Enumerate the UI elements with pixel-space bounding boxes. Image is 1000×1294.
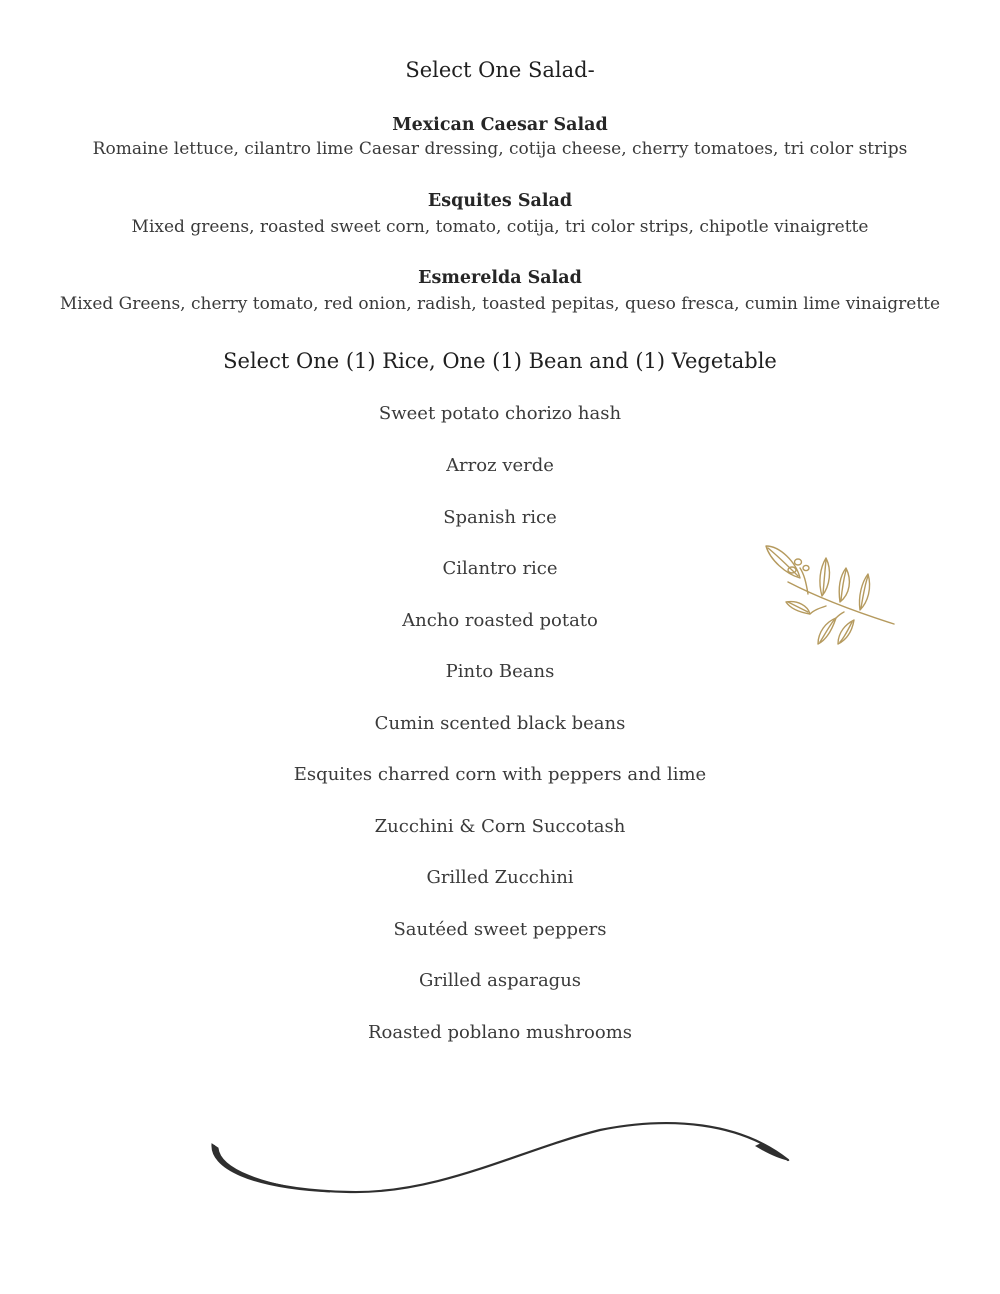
side-item: Roasted poblano mushrooms <box>367 1022 633 1043</box>
salad-name-mexican-caesar: Mexican Caesar Salad <box>392 115 608 135</box>
salad-description-esquites: Mixed greens, roasted sweet corn, tomato, cotija, tri color strips, chipotle vinaigrette <box>131 217 869 237</box>
side-item: Esquites charred corn with peppers and lime <box>293 764 707 785</box>
side-item: Grilled asparagus <box>418 970 582 991</box>
side-item: Ancho roasted potato <box>402 610 598 631</box>
olive-branch-icon <box>760 538 900 650</box>
side-item: Cumin scented black beans <box>374 713 626 734</box>
side-item: Spanish rice <box>443 507 557 528</box>
salad-heading: Select One Salad- <box>405 58 595 82</box>
side-item: Pinto Beans <box>445 661 555 682</box>
salad-description-esmerelda: Mixed Greens, cherry tomato, red onion, radish, toasted pepitas, queso fresca, cumin lime vinaigrette <box>59 294 941 314</box>
side-item: Sweet potato chorizo hash <box>378 403 622 424</box>
side-item: Arroz verde <box>446 455 554 476</box>
side-item: Grilled Zucchini <box>426 867 574 888</box>
brush-swoosh-icon <box>200 1108 800 1208</box>
salad-name-esmerelda: Esmerelda Salad <box>418 268 582 288</box>
side-item: Cilantro rice <box>442 558 558 579</box>
sides-heading: Select One (1) Rice, One (1) Bean and (1) Vegetable <box>223 349 777 373</box>
side-item: Zucchini & Corn Succotash <box>374 816 626 837</box>
salad-description-mexican-caesar: Romaine lettuce, cilantro lime Caesar dressing, cotija cheese, cherry tomatoes, tri color strips <box>92 139 908 159</box>
salad-name-esquites: Esquites Salad <box>427 191 573 211</box>
side-item: Sautéed sweet peppers <box>393 919 607 940</box>
